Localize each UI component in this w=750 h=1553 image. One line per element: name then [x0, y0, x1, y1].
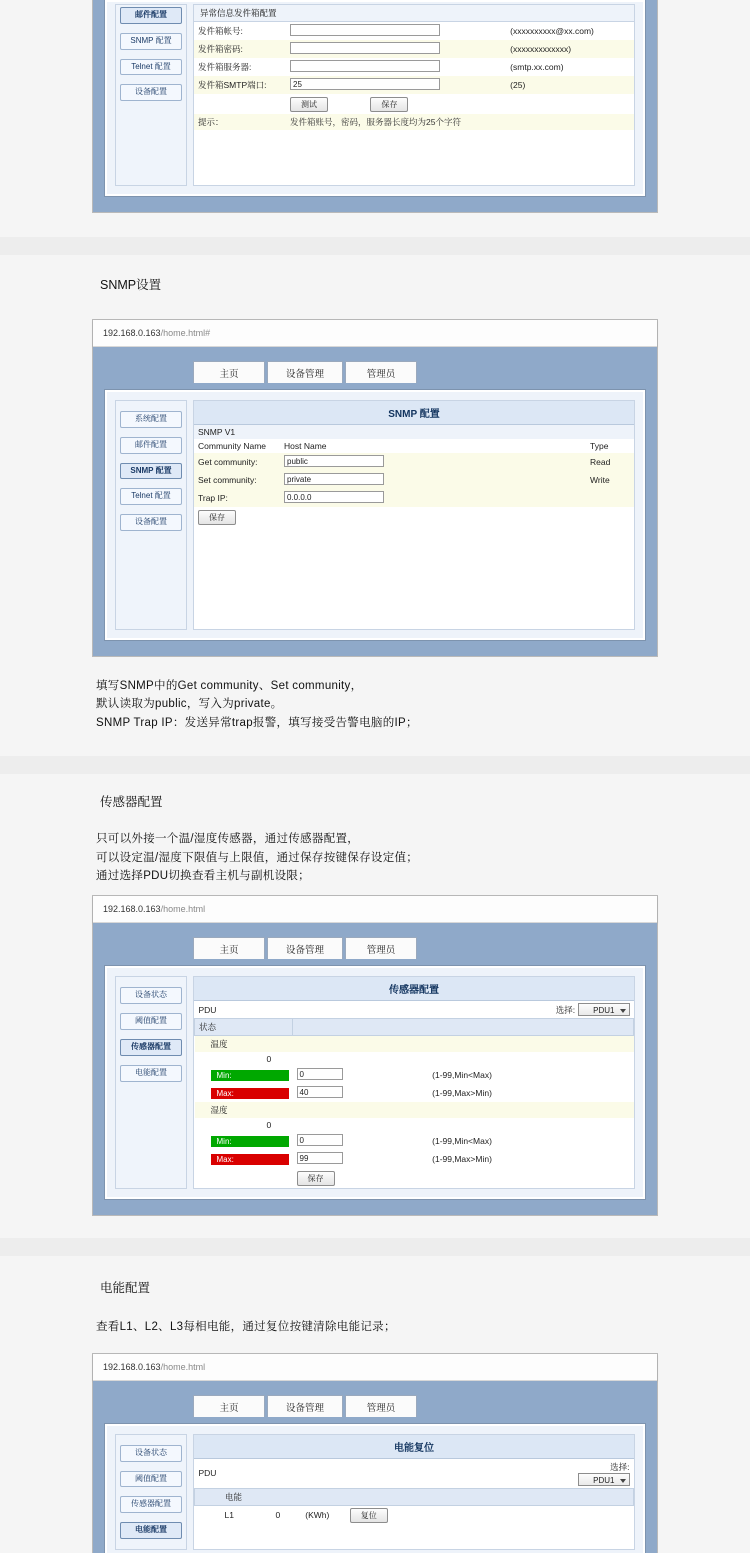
snmp-version-label: SNMP V1: [198, 427, 236, 437]
spacer: [0, 657, 750, 677]
temp-min-note: (1-99,Min<Max): [432, 1070, 492, 1081]
tab-admin[interactable]: 管理员: [345, 1395, 417, 1417]
power-panel-title: 电能复位: [194, 1435, 634, 1459]
hum-max-label: Max:: [211, 1154, 289, 1165]
temp-min-input[interactable]: 0: [297, 1068, 343, 1080]
table-row: [194, 425, 634, 439]
section-divider-band: [0, 756, 750, 774]
sensor-config-table: [194, 1001, 634, 1188]
tab-device-management[interactable]: 设备管理: [267, 361, 343, 383]
humidity-label: 湿度: [210, 1105, 228, 1116]
sidebar-item-sensor[interactable]: 传感器配置: [120, 1039, 182, 1056]
tabbar-power: [193, 1395, 645, 1417]
content-sensor: [193, 976, 635, 1189]
browser-body-email: [93, 0, 657, 212]
power-reset-button[interactable]: 复位: [350, 1508, 388, 1523]
sidebar-item-mail[interactable]: 邮件配置: [120, 437, 182, 454]
email-port-label: 发件箱SMTP端口:: [198, 80, 267, 90]
sidebar-email: [115, 4, 187, 186]
table-row: [195, 1505, 634, 1525]
sensor-desc-line3: 通过选择PDU切换查看主机与副机设限；: [96, 869, 310, 882]
spacer: [0, 774, 750, 792]
sidebar-item-sensor[interactable]: 传感器配置: [120, 1496, 182, 1513]
sensor-screenshot-wrap: [0, 895, 750, 1216]
get-community-type: Read: [590, 457, 611, 467]
email-test-button[interactable]: 测试: [290, 97, 328, 112]
sidebar-item-device-status[interactable]: 设备状态: [120, 987, 182, 1004]
sidebar-item-snmp[interactable]: SNMP 配置: [120, 33, 182, 50]
tabbar-snmp: [193, 361, 645, 383]
sensor-save-button[interactable]: 保存: [297, 1171, 335, 1186]
pdu-label: PDU: [198, 1004, 217, 1015]
table-row: [195, 1084, 634, 1102]
sidebar-item-snmp[interactable]: SNMP 配置: [120, 463, 182, 480]
email-account-label: 发件箱帐号:: [198, 26, 243, 36]
sidebar-item-device-status[interactable]: 设备状态: [120, 1445, 182, 1462]
table-row: [195, 1102, 634, 1118]
power-heading: 电能配置: [100, 1281, 151, 1296]
tab-device-management[interactable]: 设备管理: [267, 937, 343, 959]
url-path: /home.html: [160, 1361, 206, 1372]
panel-email: [105, 0, 645, 196]
table-row: [195, 1459, 634, 1489]
set-community-input[interactable]: private: [284, 473, 384, 485]
snmp-desc-line1: 填写SNMP中的Get community、Set community，: [96, 680, 363, 692]
table-row: [195, 1066, 634, 1084]
table-row: [194, 507, 634, 527]
table-row: [194, 94, 634, 114]
snmp-desc-line3: SNMP Trap IP：发送异常trap报警，填写接受告警电脑的IP；: [96, 716, 418, 729]
address-bar-snmp[interactable]: [93, 320, 657, 347]
content-snmp: [193, 400, 635, 630]
section-divider-band: [0, 237, 750, 255]
table-row: [194, 76, 634, 94]
col-host-name: Host Name: [284, 441, 327, 451]
table-row: [195, 1168, 634, 1188]
browser-window-sensor: [92, 895, 658, 1216]
spacer: [0, 885, 750, 895]
hum-max-input[interactable]: 99: [297, 1152, 343, 1164]
spacer: [0, 732, 750, 756]
email-password-note: (xxxxxxxxxxxxx): [510, 44, 572, 54]
sensor-panel-title: 传感器配置: [194, 977, 634, 1001]
pdu-select[interactable]: PDU1: [578, 1473, 630, 1486]
address-bar-power[interactable]: [93, 1354, 657, 1381]
tab-home[interactable]: 主页: [193, 361, 265, 383]
temperature-label: 温度: [210, 1039, 228, 1050]
browser-body-sensor: [93, 923, 657, 1215]
address-bar-sensor[interactable]: [93, 896, 657, 923]
tab-admin[interactable]: 管理员: [345, 937, 417, 959]
spacer: [0, 255, 750, 275]
pdu-label: PDU: [198, 1468, 217, 1479]
temperature-value: 0: [266, 1054, 272, 1065]
sidebar-snmp: [115, 400, 187, 630]
browser-window-snmp: [92, 319, 658, 657]
set-community-label: Set community:: [198, 475, 257, 485]
email-account-input[interactable]: [290, 24, 440, 36]
phase-value: 0: [275, 1510, 281, 1521]
table-row: [194, 114, 634, 130]
table-row: [194, 471, 634, 489]
set-community-type: Write: [590, 475, 610, 485]
trap-ip-input[interactable]: 0.0.0.0: [284, 491, 384, 503]
sidebar-item-power[interactable]: 电能配置: [120, 1522, 182, 1539]
temp-max-label: Max:: [211, 1088, 289, 1099]
table-row: [195, 1052, 634, 1066]
browser-body-power: [93, 1381, 657, 1553]
panel-snmp: [105, 390, 645, 640]
trap-ip-type: [586, 489, 634, 507]
content-power: [193, 1434, 635, 1550]
table-row: [194, 453, 634, 471]
pdu-select[interactable]: PDU1: [578, 1003, 630, 1016]
sensor-desc-line1: 只可以外接一个温/湿度传感器，通过传感器配置，: [96, 833, 360, 846]
spacer: [0, 213, 750, 237]
spacer: [0, 810, 750, 830]
section-divider-band: [0, 1238, 750, 1256]
url-host: 192.168.0.163: [103, 904, 161, 915]
browser-window-power: [92, 1353, 658, 1553]
panel-sensor: [105, 966, 645, 1199]
snmp-desc-line2: 默认读取为public，写入为private。: [96, 698, 283, 711]
email-tip-text: 发件箱账号，密码，服务器长度均为25个字符: [290, 117, 461, 127]
url-path: /home.html: [160, 904, 206, 915]
col-type: Type: [590, 441, 609, 451]
table-row: [195, 1488, 634, 1505]
power-desc-line1: 查看L1、L2、L3每相电能，通过复位按键清除电能记录；: [96, 1321, 396, 1334]
url-host: 192.168.0.163: [103, 1361, 161, 1372]
email-port-input[interactable]: 25: [290, 78, 440, 90]
tab-home[interactable]: 主页: [193, 1395, 265, 1417]
content-email: [193, 4, 635, 186]
table-row: [194, 22, 634, 40]
humidity-value: 0: [266, 1120, 272, 1131]
email-tip-label: 提示：: [198, 117, 224, 127]
url-path: /home.html#: [160, 328, 211, 338]
sensor-heading: 传感器配置: [100, 795, 163, 810]
pdu-select-label: 选择:: [610, 1461, 630, 1472]
power-screenshot-wrap: [0, 1353, 750, 1553]
browser-body-snmp: [93, 347, 657, 656]
tab-home[interactable]: 主页: [193, 937, 265, 959]
temp-max-input[interactable]: 40: [297, 1086, 343, 1098]
spacer: [0, 1216, 750, 1238]
energy-col-label: 电能: [195, 1488, 634, 1505]
table-row: [195, 1150, 634, 1168]
email-password-input[interactable]: [290, 42, 440, 54]
email-password-label: 发件箱密码:: [198, 44, 243, 54]
pdu-select-label: 选择:: [555, 1005, 576, 1016]
email-server-input[interactable]: [290, 60, 440, 72]
temp-max-note: (1-99,Max>Min): [432, 1088, 492, 1099]
spacer: [0, 1337, 750, 1353]
tabbar-sensor: [193, 937, 645, 959]
get-community-input[interactable]: public: [284, 455, 384, 467]
snmp-save-button[interactable]: 保存: [198, 510, 236, 525]
table-row-header: [194, 439, 634, 453]
snmp-heading: SNMP设置: [100, 278, 162, 292]
table-row: [195, 1118, 634, 1132]
email-server-label: 发件箱服务器:: [198, 62, 252, 72]
sensor-desc-line2: 可以设定温/湿度下限值与上限值，通过保存按键保存设定值；: [96, 851, 419, 864]
tab-device-management[interactable]: 设备管理: [267, 1395, 343, 1417]
table-row: [195, 1019, 634, 1036]
spacer: [0, 293, 750, 319]
email-panel-title: 异常信息发件箱配置: [194, 5, 634, 22]
email-config-table: [194, 22, 634, 130]
email-account-note: (xxxxxxxxxx@xx.com): [510, 26, 594, 36]
table-row: [195, 1036, 634, 1053]
sidebar-item-device[interactable]: 设备配置: [120, 84, 182, 101]
phase-unit: (KWh): [305, 1509, 330, 1520]
sidebar-item-power[interactable]: 电能配置: [120, 1065, 182, 1082]
trap-ip-label: Trap IP:: [198, 493, 228, 503]
sidebar-item-mail[interactable]: 邮件配置: [120, 7, 182, 24]
hum-min-input[interactable]: 0: [297, 1134, 343, 1146]
table-row: [194, 489, 634, 507]
get-community-label: Get community:: [198, 457, 258, 467]
url-host: 192.168.0.163: [103, 328, 161, 338]
sidebar-item-threshold[interactable]: 阈值配置: [120, 1013, 182, 1030]
table-row: [195, 1001, 634, 1019]
temp-min-label: Min:: [211, 1070, 289, 1081]
email-server-note: (smtp.xx.com): [510, 62, 564, 72]
sidebar-power: [115, 1434, 187, 1550]
panel-power: [105, 1424, 645, 1553]
top-screenshot-wrap: [0, 0, 750, 213]
phase-name: L1: [224, 1510, 234, 1521]
col-community-name: Community Name: [198, 441, 267, 451]
sidebar-sensor: [115, 976, 187, 1189]
sidebar-item-telnet[interactable]: Telnet 配置: [120, 488, 182, 505]
table-row: [194, 58, 634, 76]
status-label: 状态: [195, 1019, 293, 1036]
hum-max-note: (1-99,Max>Min): [432, 1154, 492, 1165]
email-save-button[interactable]: 保存: [370, 97, 408, 112]
sidebar-item-system[interactable]: 系统配置: [120, 411, 182, 428]
table-row: [195, 1132, 634, 1150]
hum-min-label: Min:: [211, 1136, 289, 1147]
table-row: [194, 40, 634, 58]
snmp-config-table: [194, 425, 634, 527]
hum-min-note: (1-99,Min<Max): [432, 1136, 492, 1147]
sidebar-item-telnet[interactable]: Telnet 配置: [120, 59, 182, 76]
snmp-screenshot-wrap: [0, 319, 750, 657]
email-port-note: (25): [510, 80, 526, 90]
snmp-panel-title: SNMP 配置: [194, 401, 634, 425]
spacer: [0, 1256, 750, 1278]
sidebar-item-device[interactable]: 设备配置: [120, 514, 182, 531]
power-table: [194, 1459, 634, 1525]
sidebar-item-threshold[interactable]: 阈值配置: [120, 1471, 182, 1488]
browser-window-email: [92, 0, 658, 213]
tab-admin[interactable]: 管理员: [345, 361, 417, 383]
spacer: [0, 1296, 750, 1318]
